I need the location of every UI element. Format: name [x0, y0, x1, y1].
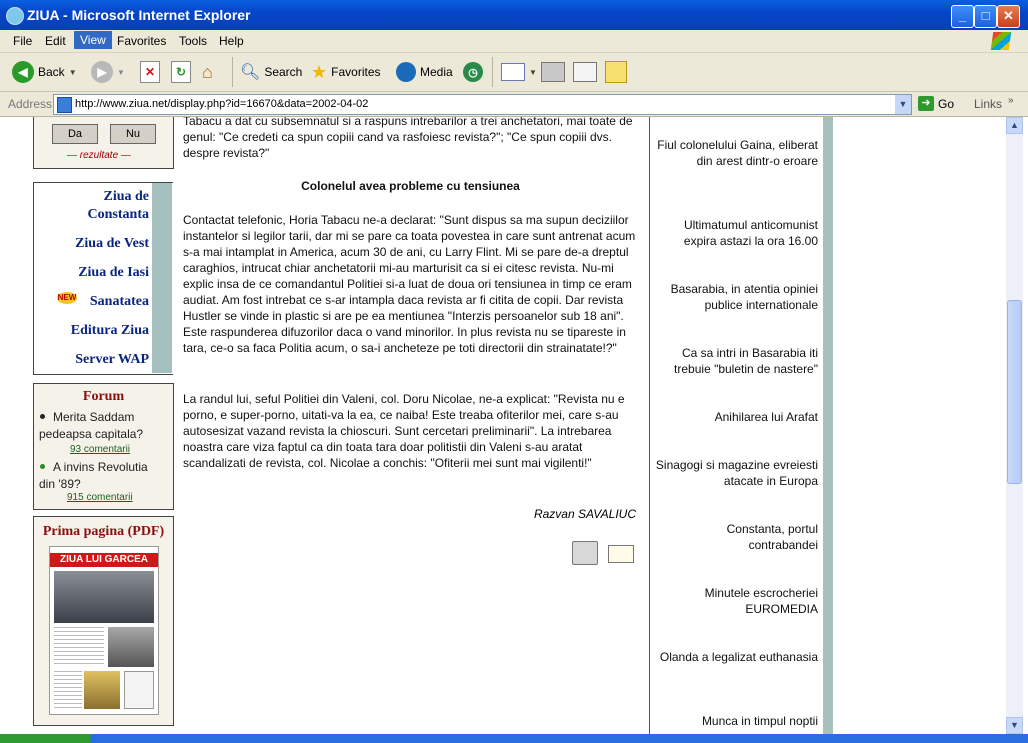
article-intro: Tabacu a dat cu subsemnatul si a raspuns intrebarilor a trei anchetatori, mai toate de genul: "Ce credeti ca spun copiii cand va rasfoiesc revista?"; "Ce spun copiii dvs. despre revista?"	[183, 117, 633, 160]
links-chevron-icon[interactable]: »	[1008, 95, 1014, 106]
edit-page-icon	[573, 62, 597, 82]
article-actions	[572, 541, 634, 565]
search-icon: 🔍︎	[240, 64, 261, 81]
front-page-photo-3	[84, 671, 120, 709]
note-icon	[605, 61, 627, 83]
scroll-down-icon[interactable]: ▼	[1006, 717, 1023, 734]
stop-button[interactable]	[140, 61, 160, 83]
edit-button[interactable]	[573, 61, 597, 83]
news-link[interactable]: Fiul colonelului Gaina, eliberat din arest dintr-o eroare	[657, 138, 818, 168]
nav-sanatatea[interactable]: Sanatatea	[89, 294, 149, 309]
nav-ziua-de-constanta[interactable]: Ziua de Constanta	[87, 189, 149, 222]
forward-dropdown-icon[interactable]: ▼	[117, 67, 125, 77]
toolbar	[0, 53, 1028, 92]
refresh-icon: ↻	[171, 61, 191, 83]
article-subheading-wrap	[183, 178, 638, 194]
go-button[interactable]	[918, 96, 954, 111]
article-author: Razvan SAVALIUC	[533, 507, 636, 521]
scroll-thumb[interactable]	[1007, 300, 1022, 484]
mail-dropdown-icon[interactable]: ▼	[529, 67, 537, 77]
window-title: ZIUA - Microsoft Internet Explorer	[27, 7, 251, 23]
news-link[interactable]: Sinagogi si magazine evreiesti atacate in Europa	[655, 458, 818, 488]
article-paragraph: La randul lui, seful Politiei din Valeni, col. Doru Nicolae, ne-a explicat: "Revista nu e porno, e super-porno, uitati-va la ea, ce naiba! Este treaba ofiterilor mei, care s-au autosesizat vazand revista la chioscuri. Sunt cercetari preliminarii". La intrebarea noastra care viza faptul ca din toata tara doar politistii din Valeni s-au aratat scandalizati de revista, col. Nicolae a conchis: "Ofiterii mei sunt mai vigilenti!"	[183, 392, 625, 470]
go-arrow-icon: ➜	[918, 96, 934, 111]
back-arrow-icon: ◀	[12, 61, 34, 83]
front-page-photo-2	[108, 627, 154, 667]
new-badge-icon: NEW	[57, 293, 77, 302]
news-link[interactable]: Ca sa intri in Basarabia iti trebuie "buletin de nastere"	[674, 346, 818, 376]
forum-topic-question[interactable]: A invins Revolutia din '89?	[39, 460, 148, 491]
ie-logo-icon	[6, 7, 24, 25]
page-icon	[57, 97, 72, 113]
poll-box	[33, 117, 174, 169]
news-link[interactable]: Constanta, portul contrabandei	[726, 522, 818, 552]
address-bar	[0, 92, 1028, 117]
right-side-stripe	[823, 117, 833, 734]
front-page-thumbnail[interactable]	[49, 546, 159, 715]
nav-server-wap[interactable]: Server WAP	[75, 352, 149, 367]
front-page-text-block	[54, 627, 104, 667]
search-button[interactable]	[240, 61, 302, 83]
mail-button[interactable]	[501, 61, 537, 83]
back-button[interactable]	[12, 61, 77, 83]
taskbar-strip	[0, 734, 1028, 743]
front-page-photo-1	[54, 571, 154, 623]
nav-side-stripe	[152, 183, 172, 373]
mail-icon	[501, 63, 525, 81]
forum-topic[interactable]	[39, 409, 167, 443]
front-page-text-block	[54, 671, 82, 709]
minimize-button[interactable]: _	[951, 5, 974, 28]
back-dropdown-icon[interactable]: ▼	[68, 67, 77, 77]
poll-results-link[interactable]: — rezultate —	[67, 150, 131, 161]
address-label: Address	[8, 97, 53, 111]
stop-icon: ✕	[140, 61, 160, 83]
front-page-pdf-box	[33, 516, 174, 726]
menu-favorites[interactable]: Favorites	[117, 34, 167, 48]
print-button[interactable]	[541, 61, 565, 83]
menu-help[interactable]: Help	[219, 34, 244, 48]
go-label: Go	[938, 96, 955, 111]
nav-ziua-de-vest[interactable]: Ziua de Vest	[75, 236, 149, 251]
links-button[interactable]: Links	[974, 97, 1003, 111]
forward-button[interactable]	[91, 61, 125, 83]
media-globe-icon	[396, 62, 416, 82]
messenger-button[interactable]	[605, 61, 627, 83]
home-icon: ⌂	[202, 62, 213, 82]
favorites-button[interactable]	[311, 61, 381, 83]
toolbar-separator	[232, 57, 233, 87]
email-article-icon[interactable]	[608, 545, 634, 563]
history-clock-icon: ◷	[463, 62, 483, 82]
printer-icon	[541, 62, 565, 82]
news-link[interactable]: Munca in timpul noptii	[701, 714, 818, 728]
news-link[interactable]: Ultimatumul anticomunist expira astazi la ora 16.00	[683, 218, 818, 248]
address-dropdown-icon[interactable]: ▼	[895, 95, 911, 114]
forum-box	[33, 383, 174, 510]
scroll-up-icon[interactable]: ▲	[1006, 117, 1023, 134]
media-label: Media	[420, 65, 453, 79]
news-link[interactable]: Basarabia, in atentia opiniei publice internationale	[670, 282, 818, 312]
search-label: Search	[264, 65, 303, 79]
menu-bar	[0, 30, 1028, 53]
home-button[interactable]	[202, 61, 224, 83]
menu-view[interactable]: View	[74, 31, 112, 49]
column-divider	[649, 117, 650, 734]
back-label: Back	[38, 65, 65, 79]
title-bar	[0, 0, 1028, 30]
address-url[interactable]: http://www.ziua.net/display.php?id=16670&data=2002-04-02	[75, 98, 369, 110]
close-button[interactable]: ✕	[997, 5, 1020, 28]
news-link[interactable]: Anihilarea lui Arafat	[714, 410, 818, 424]
poll-no-button[interactable]: Nu	[110, 124, 156, 144]
forum-comments-link[interactable]: 93 comentarii	[70, 444, 131, 455]
address-input[interactable]	[53, 94, 912, 115]
forward-arrow-icon: ▶	[91, 61, 113, 83]
forum-comments-link[interactable]: 915 comentarii	[67, 492, 133, 503]
page-content	[0, 117, 1006, 734]
history-button[interactable]	[463, 61, 483, 83]
favorites-star-icon: ★	[311, 61, 328, 82]
poll-yes-button[interactable]: Da	[52, 124, 98, 144]
maximize-button[interactable]: □	[974, 5, 997, 28]
toolbar-separator	[492, 57, 493, 87]
forum-topic-question[interactable]: Merita Saddam pedeapsa capitala?	[39, 410, 144, 441]
media-button[interactable]	[396, 61, 453, 83]
article-subheading: Colonelul avea probleme cu tensiunea	[301, 179, 520, 193]
bullet-icon	[40, 464, 45, 469]
article-paragraph: Contactat telefonic, Horia Tabacu ne-a declarat: "Sunt dispus sa ma supun deciziilor instantelor si legilor tarii, dar mi se pare ca toata povestea in care sunt antrenat acum s-a mai intamplat in America, acum 30 de ani, cu Larry Flint. Mi se pare de-a dreptul caraghios, intrucat chiar anchetatorii mi-au marturisit ca si ei citesc revista. Nu-mi explic insa de ce comandantul Politiei si-a luat de doua ori tensiunea in timp ce eram audiat. Am fost intrebat ce s-ar intampla daca revista ar fi citita de copii. Dar revista Hustler se vinde in plastic si are pe ea mentiunea "Interzis persoanelor sub 18 ani". Este raspunderea difuzorilor daca o vand minorilor. In plus revista nu se tipareste in tara, ce-o sa faca Politia acum, o sa-i ancheteze pe toti directorii din strainatate!?"	[183, 213, 636, 355]
print-article-icon[interactable]	[572, 541, 598, 565]
front-page-cartoon	[124, 671, 154, 709]
pdf-title-link[interactable]: Prima pagina (PDF)	[42, 524, 165, 539]
refresh-button[interactable]	[171, 61, 191, 83]
news-link[interactable]: Minutele escrocheriei EUROMEDIA	[704, 586, 818, 616]
bullet-icon	[40, 414, 45, 419]
nav-ziua-de-iasi[interactable]: Ziua de Iasi	[78, 265, 149, 280]
windows-logo-icon	[991, 32, 1012, 50]
menu-tools[interactable]: Tools	[179, 34, 208, 48]
forum-topic[interactable]	[39, 459, 167, 493]
menu-edit[interactable]: Edit	[45, 34, 66, 48]
favorites-label: Favorites	[331, 65, 381, 79]
news-link[interactable]: Olanda a legalizat euthanasia	[659, 650, 818, 664]
nav-editura-ziua[interactable]: Editura Ziua	[70, 323, 149, 338]
forum-title[interactable]: Forum	[82, 389, 125, 404]
front-page-headline: ZIUA LUI GARCEA	[50, 553, 158, 567]
vertical-scrollbar[interactable]	[1006, 117, 1023, 734]
menu-file[interactable]: File	[13, 34, 33, 48]
